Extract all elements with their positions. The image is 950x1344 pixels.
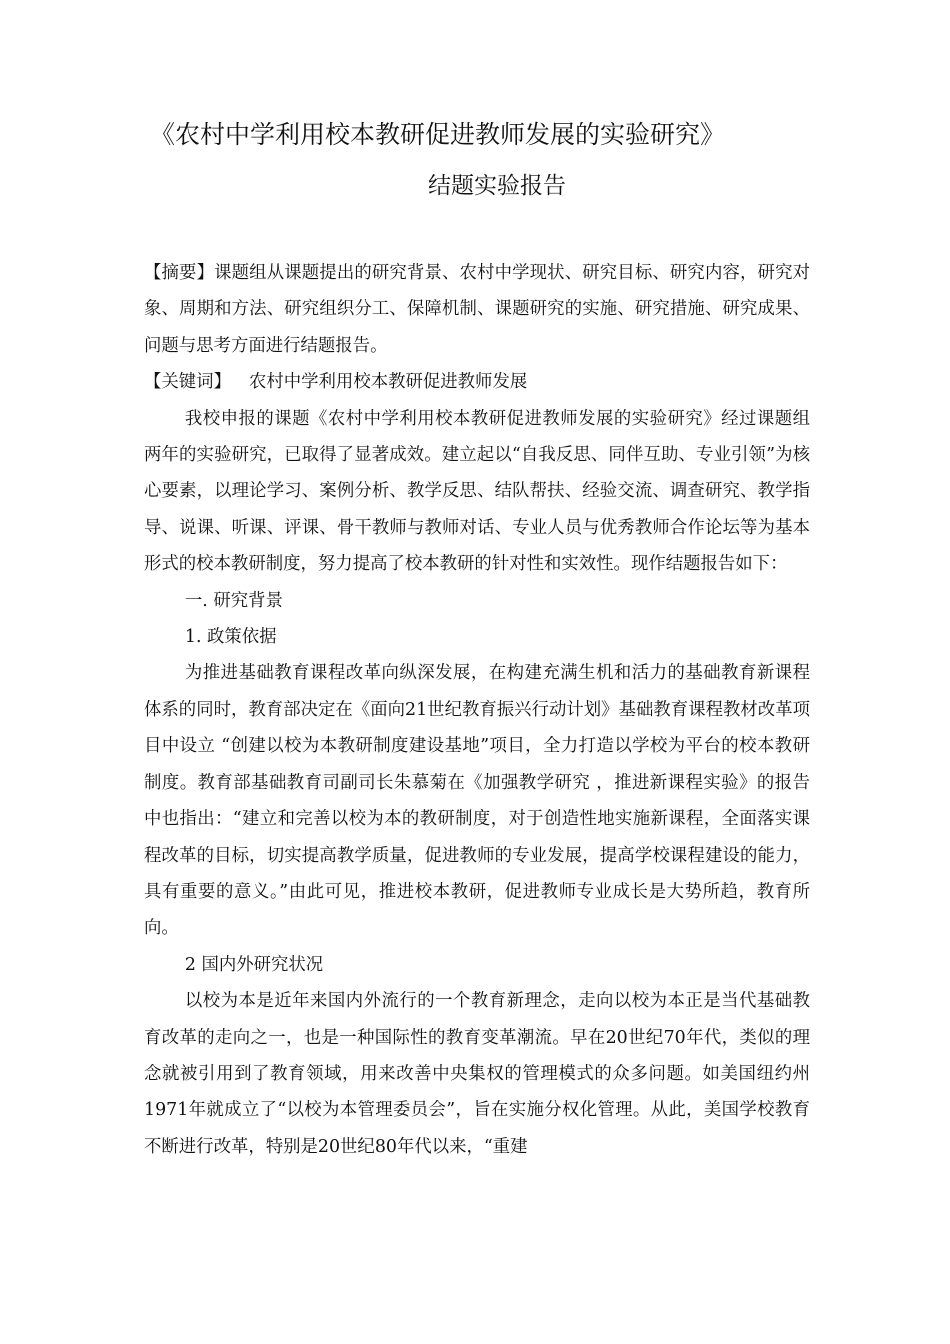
subsection-heading-policy: 1. 政策依据 <box>184 627 277 648</box>
abstract-paragraph: 【摘要】课题组从课题提出的研究背景、农村中学现状、研究目标、研究内容，研究对象、周期和方法、研究组织分工、保障机制、课题研究的实施、研究措施、研究成果、问题与思考方面进行结题报告。 <box>144 263 810 356</box>
document-body <box>144 255 810 1165</box>
keywords-label: 【关键词】 <box>144 372 231 393</box>
policy-paragraph: 为推进基础教育课程改革向纵深发展，在构建充满生机和活力的基础教育新课程体系的同时，教育部决定在《面向21世纪教育振兴行动计划》基础教育课程教材改革项目中设立 “创建以校为本教研制度建设基地”项目，全力打造以学校为平台的校本教研制度。教育部基础教育司副司长朱慕菊在《加强教学研究 ，推进新课程实验》的报告中也指出：“建立和完善以校为本的教研制度，对于创造性地实施新课程，全面落实课程改革的目标，切实提高教学质量，促进教师的专业发展，提高学校课程建设的能力，具有重要的意义。”由此可见，推进校本教研，促进教师专业成长是大势所趋，教育所向。 <box>144 663 810 939</box>
document-title: 《农村中学利用校本教研促进教师发展的实验研究》 <box>150 120 726 149</box>
keywords-value: 农村中学利用校本教研促进教师发展 <box>248 372 528 393</box>
document-subtitle: 结题实验报告 <box>428 173 566 199</box>
section-heading-background: 一. 研究背景 <box>184 590 283 611</box>
intro-paragraph: 我校申报的课题《农村中学利用校本教研促进教师发展的实验研究》经过课题组两年的实验研究，已取得了显著成效。建立起以“自我反思、同伴互助、专业引领”为核心要素，以理论学习、案例分析、教学反思、结队帮扶、经验交流、调查研究、教学指导、说课、听课、评课、骨干教师与教师对话、专业人员与优秀教师合作论坛等为基本形式的校本教研制度，努力提高了校本教研的针对性和实效性。现作结题报告如下： <box>144 408 810 575</box>
research-status-paragraph: 以校为本是近年来国内外流行的一个教育新理念，走向以校为本正是当代基础教育改革的走向之一，也是一种国际性的教育变革潮流。早在20世纪70年代，类似的理念就被引用到了教育领域，用来改善中央集权的管理模式的众多问题。如美国纽约州1971年就成立了“以校为本管理委员会”，旨在实施分权化管理。从此，美国学校教育不断进行改革，特别是20世纪80年代以来，“重建 <box>144 991 810 1157</box>
keywords-line <box>144 364 810 400</box>
subsection-heading-research-status: 2 国内外研究状况 <box>184 954 324 975</box>
